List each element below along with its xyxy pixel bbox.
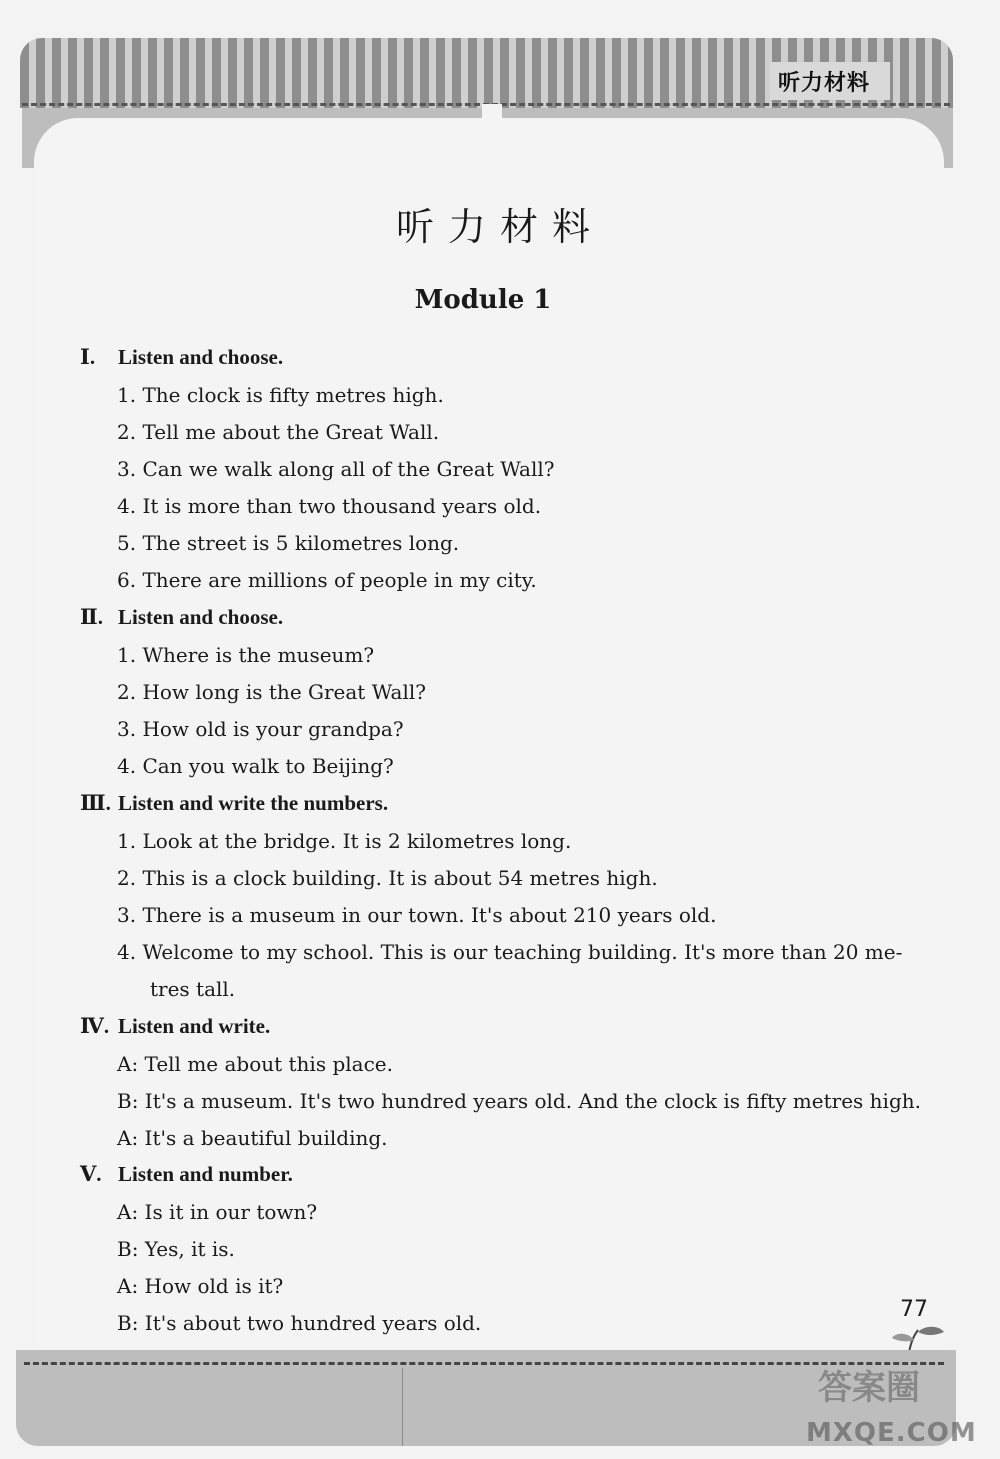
section-number: Ⅳ. (80, 1014, 110, 1038)
dialogue-line: B: Yes, it is. (117, 1237, 235, 1261)
dialogue-line: A: It's a beautiful building. (117, 1126, 388, 1150)
list-item: 3. How old is your grandpa? (117, 717, 404, 741)
section-title: Listen and choose. (118, 605, 284, 629)
section-number: Ⅰ. (80, 345, 96, 369)
section-number: Ⅱ. (80, 605, 103, 629)
list-item: 1. The clock is fifty metres high. (117, 383, 444, 407)
dialogue-line: B: It's a museum. It's two hundred years old. And the clock is fifty metres high. (117, 1089, 921, 1113)
module-title: Module 1 (414, 285, 552, 315)
list-item: 3. Can we walk along all of the Great Wall? (117, 457, 555, 481)
list-item: 1. Where is the museum? (117, 643, 375, 667)
header-label: 听力材料 (778, 71, 871, 96)
dialogue-line: A: Is it in our town? (117, 1200, 318, 1224)
list-item: 2. This is a clock building. It is about 54 metres high. (117, 866, 658, 890)
section-heading (80, 1013, 270, 1039)
section-number: Ⅴ. (80, 1162, 102, 1186)
list-item: 5. The street is 5 kilometres long. (117, 531, 460, 555)
dialogue-line: B: It's about two hundred years old. (117, 1311, 482, 1335)
list-item: 4. It is more than two thousand years old. (117, 494, 542, 518)
section-heading (80, 790, 388, 816)
list-item: 2. Tell me about the Great Wall. (117, 420, 440, 444)
section-title: Listen and write the numbers. (118, 791, 389, 815)
section-heading (80, 604, 283, 630)
section-number: Ⅲ. (80, 791, 111, 815)
section-title: Listen and number. (118, 1162, 293, 1186)
page-title: 听力材料 (395, 205, 604, 249)
footer-split (402, 1368, 403, 1446)
page-notch (482, 104, 502, 132)
section-heading (80, 1161, 293, 1187)
list-item-continuation: tres tall. (150, 977, 236, 1001)
list-item: 6. There are millions of people in my city. (117, 568, 537, 592)
page-number: 77 (900, 1297, 928, 1322)
section-title: Listen and choose. (118, 345, 284, 369)
watermark-logo: 答案圈 (818, 1368, 920, 1408)
dialogue-line: A: Tell me about this place. (117, 1052, 393, 1076)
section-heading (80, 344, 283, 370)
list-item: 4. Welcome to my school. This is our teaching building. It's more than 20 me- (117, 940, 903, 964)
dialogue-line: A: How old is it? (117, 1274, 284, 1298)
list-item: 3. There is a museum in our town. It's about 210 years old. (117, 903, 717, 927)
section-title: Listen and write. (118, 1014, 271, 1038)
list-item: 2. How long is the Great Wall? (117, 680, 426, 704)
list-item: 1. Look at the bridge. It is 2 kilometres long. (117, 829, 572, 853)
watermark-url: MXQE.COM (806, 1418, 977, 1448)
list-item: 4. Can you walk to Beijing? (117, 754, 394, 778)
footer-divider (24, 1362, 944, 1365)
